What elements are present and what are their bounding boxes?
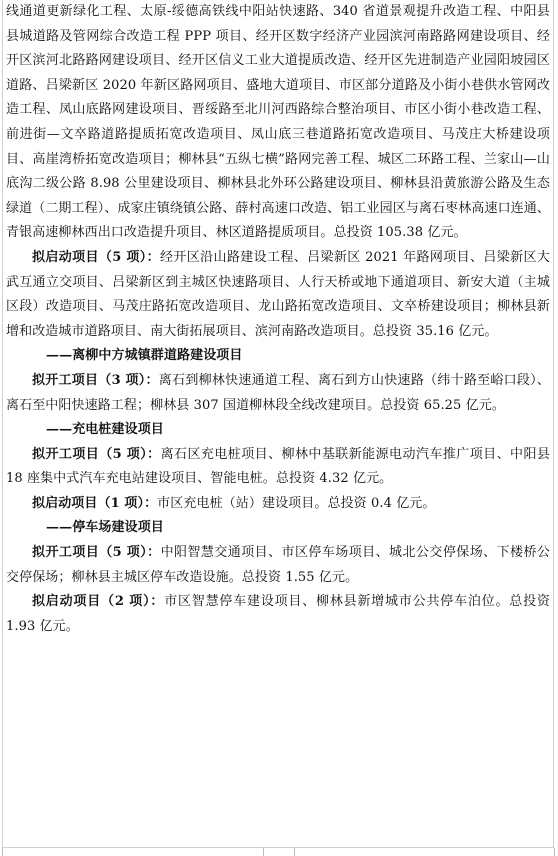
paragraph-lead: 拟启动项目（5 项）：	[32, 249, 160, 265]
paragraph-lead: 拟开工项目（5 项）：	[32, 446, 161, 462]
paragraph-lead: 拟启动项目（1 项）：	[32, 495, 158, 511]
tick-mark	[554, 848, 555, 856]
paragraph-charging-launch	[6, 492, 550, 517]
tick-mark	[294, 848, 295, 856]
paragraph-town-roads-start	[6, 369, 550, 418]
paragraph-text: 经开区沿山路建设工程、吕梁新区 2021 年路网项目、吕梁新区大武互通立交项目、吕梁新区到主城区快速路项目、人行天桥或地下通道项目、新安大道（主城区段）改造项目、马茂庄路拓宽改造项目、龙山路拓宽改造项目、文卒桥建设项目；柳林县新增和改造城市道路项目、南大街拓展项目、滨河南路改造项目。总投资 35.16 亿元。	[6, 249, 550, 339]
paragraph-planned-start	[6, 246, 550, 344]
tick-mark	[263, 848, 264, 856]
tick-mark	[2, 848, 3, 856]
document-body	[6, 0, 550, 639]
paragraph-lead: 拟开工项目（3 项）：	[32, 372, 159, 388]
paragraph-text: 市区充电桩（站）建设项目。总投资 0.4 亿元。	[157, 495, 436, 511]
paragraph-parking-start	[6, 541, 550, 590]
paragraph-text: 离石区充电桩项目、柳林中基联新能源电动汽车推广项目、中阳县 18 座集中式汽车充电站建设项目、智能电桩。总投资 4.32 亿元。	[6, 446, 550, 487]
page-bottom-ticks	[0, 848, 558, 856]
paragraph-text: 线通道更新绿化工程、太原-绥德高铁线中阳站快速路、340 省道景观提升改造工程、中阳县县城道路及管网综合改造工程 PPP 项目、经开区数字经济产业园滨河南路路网建设项目、经开区滨河北路路网建设项目、经开区信义工业大道提质改造、经开区先进制造产业园阳坡园区道路、吕梁新区 2020 年新区路网项目、盛地大道项目、市区部分道路及小街小巷供水管网改造工程、凤山底路网建设项目、晋绥路至北川河西路综合整治项目、市区小街小巷改造工程、前进街—文卒路道路提质拓宽改造项目、凤山底三巷道路拓宽改造项目、马茂庄大桥建设项目、高崖湾桥拓宽改造项目；柳林县“五纵七横”路网完善工程、城区二环路工程、兰家山—山底沟二级公路 8.98 公里建设项目、柳林县北外环公路建设项目、柳林县沿黄旅游公路及生态绿道（二期工程）、成家庄镇绕镇公路、薛村高速口改造、铝工业园区与离石枣林高速口连通、青银高速柳林西出口改造提升项目、林区道路提质项目。总投资 105.38 亿元。	[6, 4, 550, 241]
paragraph-road-projects	[6, 0, 550, 246]
paragraph-charging-start	[6, 443, 550, 492]
paragraph-lead: 拟开工项目（5 项）：	[32, 545, 161, 561]
paragraph-lead: 拟启动项目（2 项）：	[32, 594, 165, 610]
section-heading-charging: ——充电桩建设项目	[46, 422, 164, 438]
paragraph-text: 市区智慧停车建设项目、柳林县新增城市公共停车泊位。总投资 1.93 亿元。	[6, 594, 550, 634]
section-heading-parking: ——停车场建设项目	[46, 520, 164, 536]
paragraph-parking-launch	[6, 590, 550, 639]
paragraph-text: 中阳智慧交通项目、市区停车场项目、城北公交停保场、下楼桥公交停保场；柳林县主城区停车改造设施。总投资 1.55 亿元。	[6, 545, 550, 585]
section-heading-town-roads: ——离柳中方城镇群道路建设项目	[46, 348, 243, 364]
paragraph-text: 离石到柳林快速通道工程、离石到方山快速路（纬十路至峪口段）、离石至中阳快速路工程；柳林县 307 国道柳林段全线改建项目。总投资 65.25 亿元。	[6, 372, 550, 413]
